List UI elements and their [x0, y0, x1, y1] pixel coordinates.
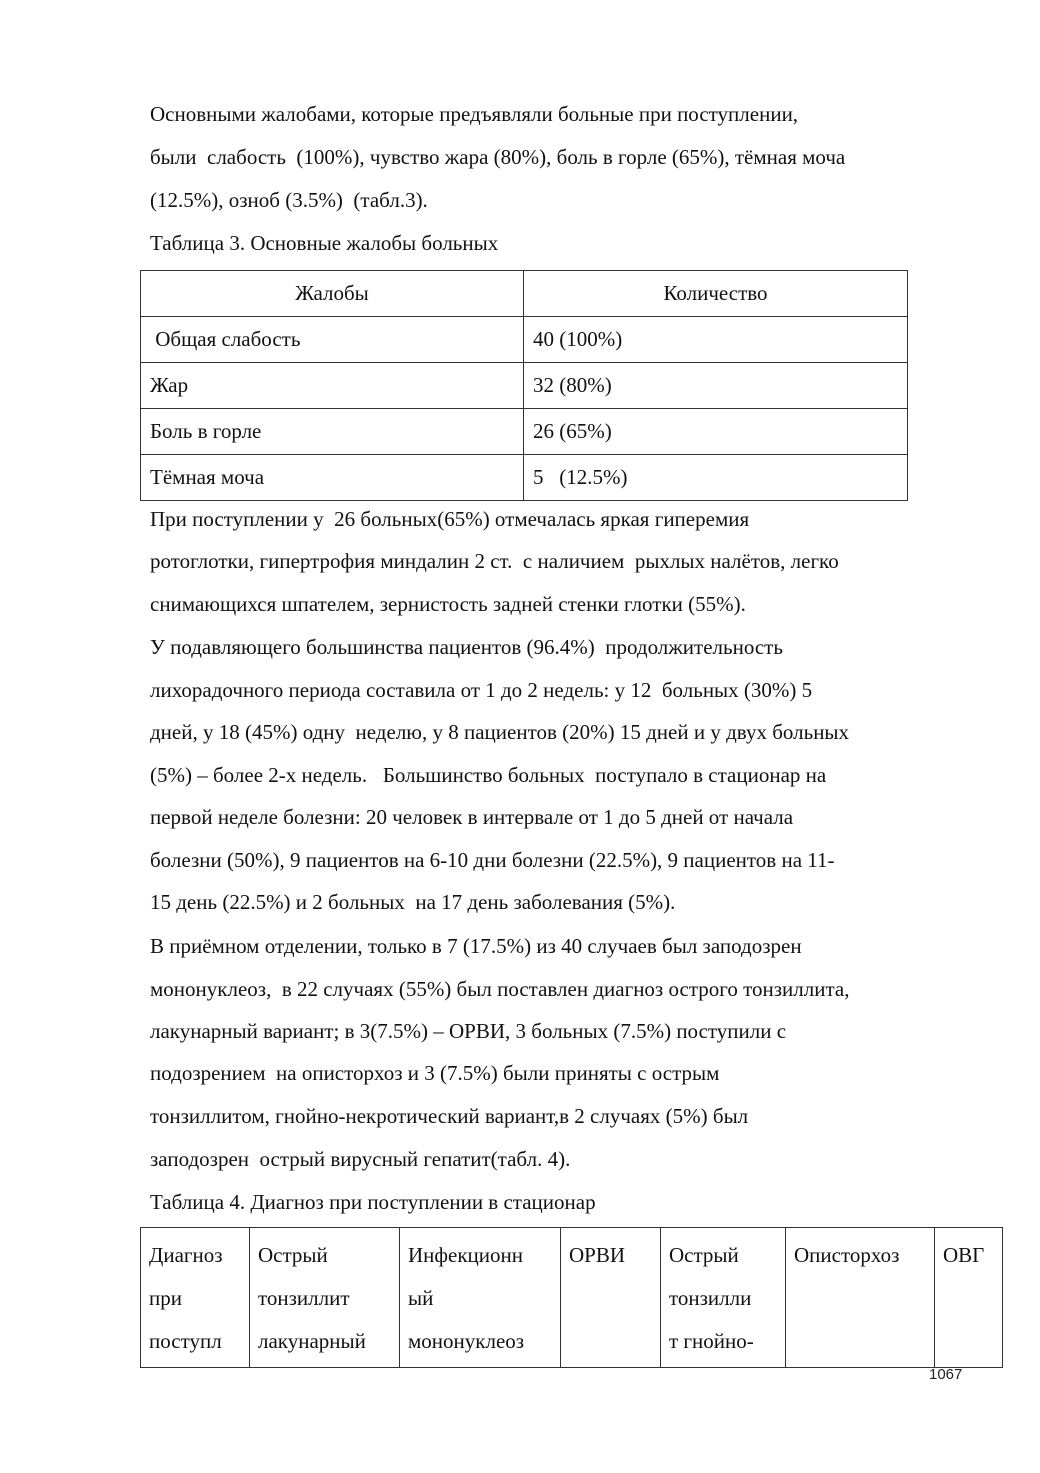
- diagnosis-cell: Острый тонзиллит лакунарный: [250, 1228, 400, 1368]
- count-cell: 32 (80%): [524, 363, 908, 409]
- body-line: тонзиллитом, гнойно-некротический вариант,в 2 случаях (5%) был: [150, 1104, 749, 1128]
- table4-caption: Таблица 4. Диагноз при поступлении в стационар: [150, 1190, 596, 1214]
- body-line: ротоглотки, гипертрофия миндалин 2 ст. с наличием рыхлых налётов, легко: [150, 549, 839, 573]
- body-line: лакунарный вариант; в 3(7.5%) – ОРВИ, 3 больных (7.5%) поступили с: [150, 1019, 787, 1043]
- body-line: болезни (50%), 9 пациентов на 6-10 дни болезни (22.5%), 9 пациентов на 11-: [150, 848, 835, 872]
- body-line: дней, у 18 (45%) одну неделю, у 8 пациентов (20%) 15 дней и у двух больных: [150, 720, 850, 744]
- page-number: 1067: [929, 1366, 963, 1383]
- table-header-row: [141, 271, 908, 317]
- table3-caption: Таблица 3. Основные жалобы больных: [150, 231, 499, 255]
- complaint-cell: Общая слабость: [141, 317, 524, 363]
- diagnosis-cell: Описторхоз: [786, 1228, 935, 1368]
- intro-line: Основными жалобами, которые предъявляли больные при поступлении,: [150, 102, 799, 126]
- admission-diagnosis-table: [140, 1227, 1003, 1368]
- diagnosis-cell: Инфекционн ый мононуклеоз: [400, 1228, 561, 1368]
- table-row: [141, 455, 908, 501]
- body-line: У подавляющего большинства пациентов (96.4%) продолжительность: [150, 635, 783, 659]
- diagnosis-cell: ОРВИ: [561, 1228, 661, 1368]
- table-row: [141, 317, 908, 363]
- body-line: (5%) – более 2-х недель. Большинство больных поступало в стационар на: [150, 763, 827, 787]
- complaint-cell: Боль в горле: [141, 409, 524, 455]
- count-cell: 26 (65%): [524, 409, 908, 455]
- diagnosis-cell: Диагноз при поступл: [141, 1228, 250, 1368]
- body-line: подозрением на описторхоз и 3 (7.5%) были приняты с острым: [150, 1061, 720, 1085]
- table-row: [141, 363, 908, 409]
- body-line: первой неделе болезни: 20 человек в интервале от 1 до 5 дней от начала: [150, 805, 794, 829]
- body-line: При поступлении у 26 больных(65%) отмечалась яркая гиперемия: [150, 507, 750, 531]
- body-line: снимающихся шпателем, зернистость задней стенки глотки (55%).: [150, 592, 746, 616]
- complaint-cell: Жар: [141, 363, 524, 409]
- table-row: [141, 1228, 1003, 1368]
- diagnosis-cell: Острый тонзилли т гнойно-: [661, 1228, 786, 1368]
- body-line: 15 день (22.5%) и 2 больных на 17 день заболевания (5%).: [150, 890, 676, 914]
- table-row: [141, 409, 908, 455]
- body-line: заподозрен острый вирусный гепатит(табл. 4).: [150, 1147, 571, 1171]
- header-cell-count: Количество: [524, 271, 908, 317]
- complaint-cell: Тёмная моча: [141, 455, 524, 501]
- diagnosis-cell: ОВГ: [935, 1228, 1003, 1368]
- count-cell: 40 (100%): [524, 317, 908, 363]
- body-line: мононуклеоз, в 22 случаях (55%) был поставлен диагноз острого тонзиллита,: [150, 977, 850, 1001]
- complaints-table: [140, 270, 908, 501]
- header-cell-complaints: Жалобы: [141, 271, 524, 317]
- intro-line: были слабость (100%), чувство жара (80%), боль в горле (65%), тёмная моча: [150, 145, 846, 169]
- body-line: лихорадочного периода составила от 1 до 2 недель: у 12 больных (30%) 5: [150, 678, 813, 702]
- count-cell: 5 (12.5%): [524, 455, 908, 501]
- body-line: В приёмном отделении, только в 7 (17.5%) из 40 случаев был заподозрен: [150, 934, 802, 958]
- intro-line: (12.5%), озноб (3.5%) (табл.3).: [150, 188, 428, 212]
